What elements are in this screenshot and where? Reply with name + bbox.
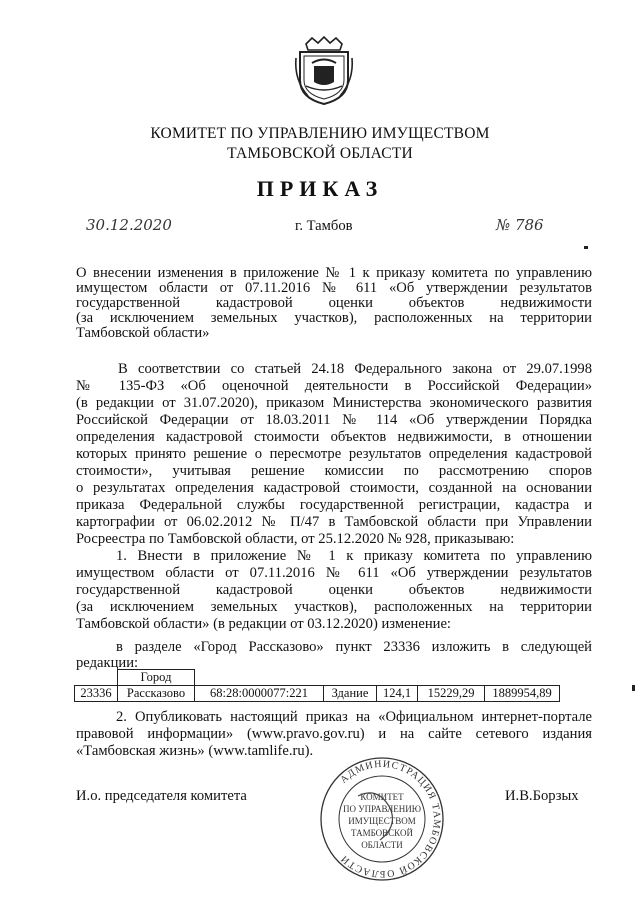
subject-line: государственной кадастровой оценки объектов недвижимости xyxy=(76,295,592,311)
body-line: картографии от 06.02.2012 № П/47 в Тамбовской области при Управлении xyxy=(76,514,592,530)
body-line: имуществом области от 07.11.2016 № 611 «Об утверждении результатов xyxy=(76,565,592,581)
scan-speck xyxy=(632,685,635,691)
seal-line: ТАМБОВСКОЙ xyxy=(351,828,413,838)
signatory-position: И.о. председателя комитета xyxy=(76,788,247,804)
body-line: правовой информации» (www.pravo.gov.ru) и на сайте сетевого издания xyxy=(76,726,592,742)
organization-name: КОМИТЕТ ПО УПРАВЛЕНИЮ ИМУЩЕСТВОМ xyxy=(150,125,490,142)
subject-line: имущестом области от 07.11.2016 № 611 «Об утверждении результатов xyxy=(76,280,592,296)
seal-line: ОБЛАСТИ xyxy=(361,840,403,850)
table-row xyxy=(75,686,560,702)
official-seal-stamp xyxy=(318,756,446,882)
body-line: Российской Федерации от 18.03.2011 № 114 «Об утверждении Порядка xyxy=(76,412,592,428)
body-line: в разделе «Город Рассказово» пункт 23336 изложить в следующей xyxy=(116,639,592,655)
table-cell-specific-value: 15229,29 xyxy=(418,686,485,702)
table-cell-city-line1: Город xyxy=(118,670,195,686)
body-line: Росреестра по Тамбовской области, от 25.12.2020 № 928, приказываю: xyxy=(76,531,515,547)
table-cell-area: 124,1 xyxy=(377,686,418,702)
subject-line: Тамбовской области» xyxy=(76,325,210,341)
body-line: № 135-ФЗ «Об оценочной деятельности в Российской Федерации» xyxy=(76,378,592,394)
body-line: государственной кадастровой оценки объектов недвижимости xyxy=(76,582,592,598)
body-line: редакции: xyxy=(76,655,139,671)
order-number: № 786 xyxy=(496,216,544,234)
scan-speck xyxy=(584,246,588,249)
body-line: 1. Внести в приложение № 1 к приказу комитета по управлению xyxy=(116,548,592,564)
body-line: стоимости», учитывая решение комиссии по рассмотрению споров xyxy=(76,463,592,479)
table-cell-cadastral-number: 68:28:0000077:221 xyxy=(195,686,324,702)
coat-of-arms-emblem xyxy=(292,36,356,106)
body-line: (в редакции от 31.07.2020), приказом Министерства экономического развития xyxy=(76,395,592,411)
seal-line: ИМУЩЕСТВОМ xyxy=(348,816,416,826)
seal-line: КОМИТЕТ xyxy=(360,792,404,802)
document-title: ПРИКАЗ xyxy=(256,176,384,201)
body-line: определения кадастровой стоимости объектов недвижимости, в отношении xyxy=(76,429,592,445)
body-line: «Тамбовская жизнь» (www.tamlife.ru). xyxy=(76,743,314,759)
signatory-name: И.В.Борзых xyxy=(505,788,579,804)
body-line: которых принято решение о пересмотре результатов определения кадастровой xyxy=(76,446,592,462)
table-cell-cadastral-value: 1889954,89 xyxy=(485,686,560,702)
body-line: 2. Опубликовать настоящий приказ на «Официальном интернет-портале xyxy=(116,709,592,725)
city: г. Тамбов xyxy=(295,218,353,234)
seal-ring-text: АДМИНИСТРАЦИЯ ТАМБОВСКОЙ ОБЛАСТИ xyxy=(338,758,443,880)
subject-line: О внесении изменения в приложение № 1 к приказу комитета по управлению xyxy=(76,265,592,281)
seal-line: ПО УПРАВЛЕНИЮ xyxy=(343,804,421,814)
body-line: (за исключением земельных участков), расположенных на территории xyxy=(76,599,592,615)
order-date: 30.12.2020 xyxy=(86,216,172,234)
body-line: Тамбовской области» (в редакции от 03.12.2020) изменение: xyxy=(76,616,451,632)
body-line: приказа Федеральной службы государственной регистрации, кадастра и xyxy=(76,497,592,513)
organization-region: ТАМБОВСКОЙ ОБЛАСТИ xyxy=(227,145,413,162)
body-line: В соответствии со статьей 24.18 Федерального закона от 29.07.1998 xyxy=(118,361,592,377)
table-cell-city: Рассказово xyxy=(118,686,195,702)
property-table xyxy=(74,669,560,702)
subject-line: (за исключением земельных участков), расположенных на территории xyxy=(76,310,592,326)
body-line: о результатах определения кадастровой стоимости, созданной на основании xyxy=(76,480,592,496)
table-cell-item: 23336 xyxy=(75,686,118,702)
table-cell-object-type: Здание xyxy=(324,686,377,702)
